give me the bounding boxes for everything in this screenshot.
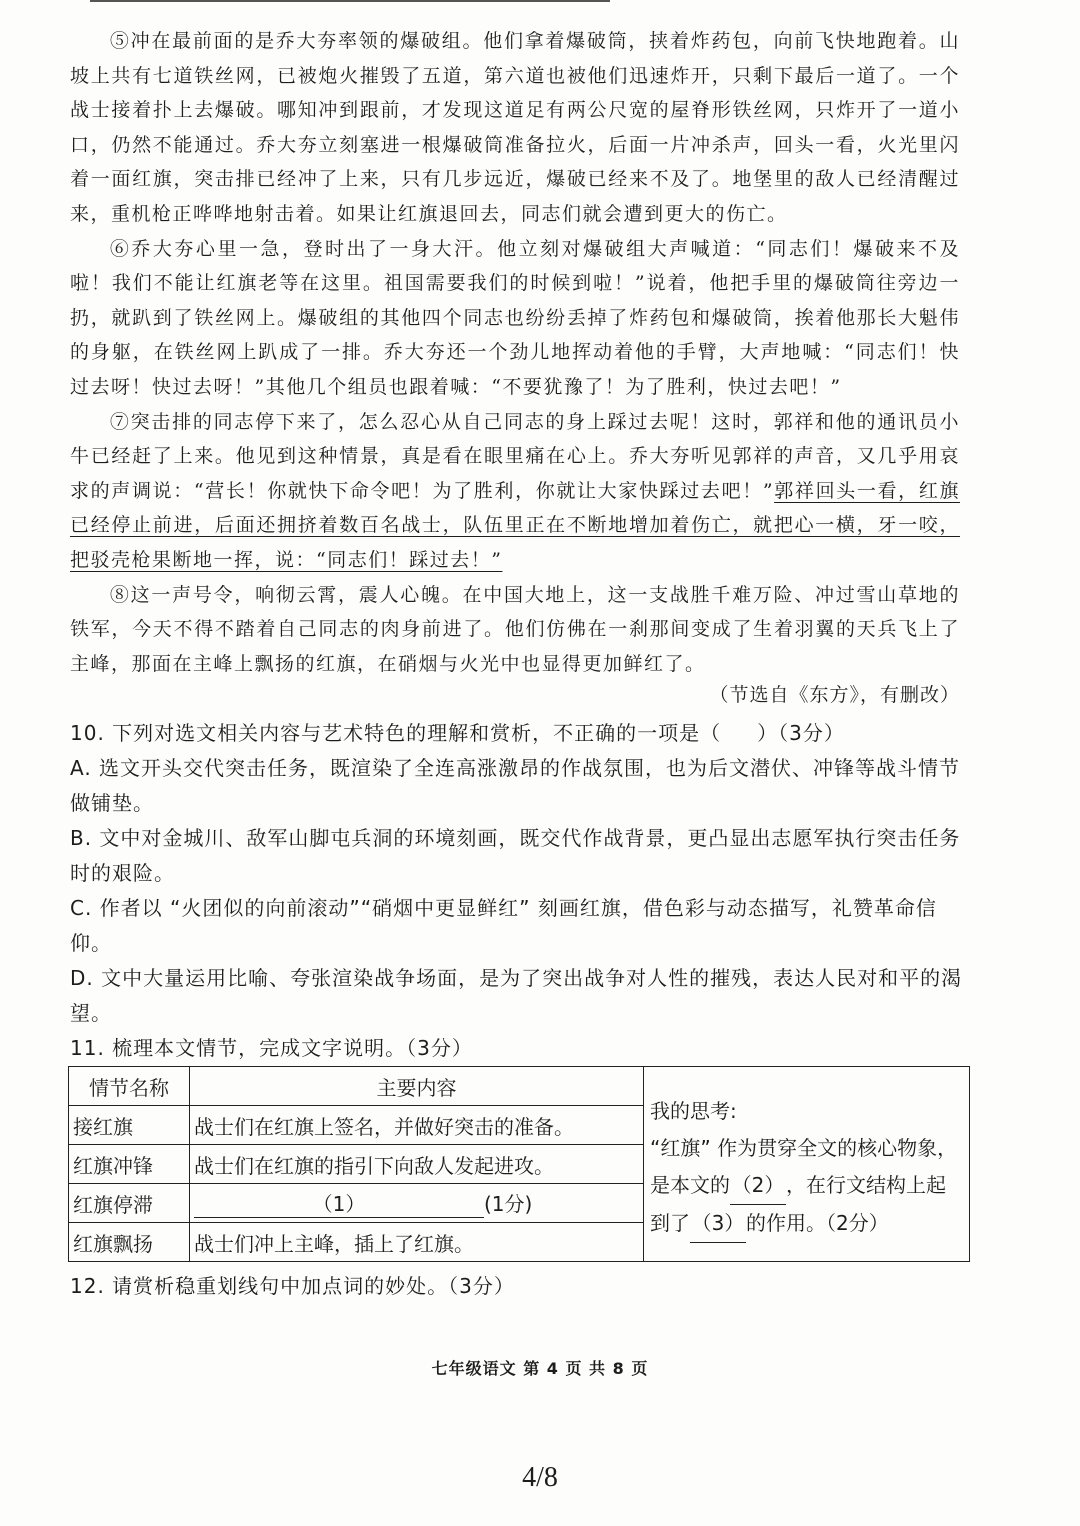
row-content: 战士们冲上主峰，插上了红旗。 xyxy=(190,1223,644,1262)
option-c: C. 作者以 “火团似的向前滚动”“硝烟中更显鲜红” 刻画红旗，借色彩与动态描写，礼赞革命信仰。 xyxy=(70,896,937,955)
page-number: 4/8 xyxy=(522,1462,558,1493)
thinking-text-3: 的作用。（2分） xyxy=(746,1211,889,1235)
question-10-stem xyxy=(70,716,970,751)
thinking-label: 我的思考: xyxy=(650,1099,737,1123)
header-plot-name: 情节名称 xyxy=(69,1067,190,1106)
plot-table xyxy=(68,1066,970,1262)
underlined-sentence: 郭祥回头一看，红旗已经停止前进，后面还拥挤着数百名战士，队伍里正在不断地增加着伤亡，就把心一横，牙一咬，把驳壳枪果断地一挥，说：“同志们！踩过去！” xyxy=(70,479,960,571)
row-content: 战士们在红旗的指引下向敌人发起进攻。 xyxy=(190,1145,644,1184)
question-10 xyxy=(70,716,970,1066)
my-thinking-cell xyxy=(644,1067,970,1262)
row-name: 红旗停滞 xyxy=(69,1184,190,1223)
reading-passage xyxy=(70,24,960,681)
row-name: 红旗飘扬 xyxy=(69,1223,190,1262)
paragraph-5: ⑤冲在最前面的是乔大夯率领的爆破组。他们拿着爆破筒，挟着炸药包，向前飞快地跑着。山坡上共有七道铁丝网，已被炮火摧毁了五道，第六道也被他们迅速炸开，只剩下最后一道了。一个战士接着扑上去爆破。哪知冲到跟前，才发现这道足有两公尺宽的屋脊形铁丝网，只炸开了一道小口，仍然不能通过。乔大夯立刻塞进一根爆破筒准备拉火，后面一片冲杀声，回头一看，火光里闪着一面红旗，突击排已经冲了上来，只有几步远近，爆破已经来不及了。地堡里的敌人已经清醒过来，重机枪正哗哗地射击着。如果让红旗退回去，同志们就会遭到更大的伤亡。 xyxy=(70,30,960,225)
header-main-content: 主要内容 xyxy=(190,1067,644,1106)
paragraph-8: ⑧这一声号令，响彻云霄，震人心魄。在中国大地上，这一支战胜千难万险、冲过雪山草地的铁军，今天不得不踏着自己同志的肉身前进了。他们仿佛在一刹那间变成了生着羽翼的天兵飞上了主峰，那面在主峰上飘扬的红旗，在硝烟与火光中也显得更加鲜红了。 xyxy=(70,583,960,675)
paragraph-7-text: ⑦突击排的同志停下来了，怎么忍心从自己同志的身上踩过去呢！这时，郭祥和他的通讯员小牛已经赶了上来。他见到这种情景，真是看在眼里痛在心上。乔大夯听见郭祥的声音，又几乎用哀求的声调说：“营长！你就快下命令吧！为了胜利，你就让大家快踩过去吧！” xyxy=(70,410,960,502)
thinking-text-2: ，在行文结构上起到了 xyxy=(650,1173,946,1235)
passage-source: （节选自《东方》，有删改） xyxy=(709,684,960,706)
option-a: A. 选文开头交代突击任务，既渲染了全连高涨激昂的作战氛围，也为后文潜伏、冲锋等战斗情节做铺垫。 xyxy=(70,756,961,815)
row-content xyxy=(190,1184,644,1223)
row-name: 红旗冲锋 xyxy=(69,1145,190,1184)
paragraph-7 xyxy=(70,405,960,578)
blank-2[interactable]: （2） xyxy=(730,1167,786,1205)
page-footer: 七年级语文 第 4 页 共 8 页 xyxy=(431,1359,649,1378)
thinking-text-1: “红旗” 作为贯穿全文的核心物象，是本文的 xyxy=(650,1136,958,1197)
paragraph-6: ⑥乔大夯心里一急，登时出了一身大汗。他立刻对爆破组大声喊道：“同志们！爆破来不及啦！我们不能让红旗老等在这里。祖国需要我们的时候到啦！”说着，他把手里的爆破筒往旁边一扔，就趴到了铁丝网上。爆破组的其他四个同志也纷纷丢掉了炸药包和爆破筒，挨着他那长大魁伟的身躯，在铁丝网上趴成了一排。乔大夯还一个劲儿地挥动着他的手臂，大声地喊：“同志们！快过去呀！快过去呀！”其他几个组员也跟着喊：“不要犹豫了！为了胜利，快过去吧！” xyxy=(70,237,960,398)
q10-stem-text: 10. 下列对选文相关内容与艺术特色的理解和赏析，不正确的一项是（ xyxy=(70,721,722,745)
blank-1[interactable]: （1） xyxy=(194,1188,484,1218)
blank-3[interactable]: （3） xyxy=(690,1205,746,1243)
top-rule xyxy=(90,0,610,2)
question-12: 12. 请赏析稳重划线句中加点词的妙处。（3分） xyxy=(70,1274,515,1298)
option-d: D. 文中大量运用比喻、夸张渲染战争场面，是为了突出战争对人性的摧残，表达人民对和平的渴望。 xyxy=(70,966,963,1025)
row-name: 接红旗 xyxy=(69,1106,190,1145)
row-content: 战士们在红旗上签名，并做好突击的准备。 xyxy=(190,1106,644,1145)
question-11-stem: 11. 梳理本文情节，完成文字说明。（3分） xyxy=(70,1036,473,1060)
q10-stem-end: ）（3分） xyxy=(757,721,845,745)
option-b: B. 文中对金城川、敌军山脚屯兵洞的环境刻画，既交代作战背景，更凸显出志愿军执行突击任务时的艰险。 xyxy=(70,826,961,885)
blank-1-score: (1分) xyxy=(484,1192,533,1216)
